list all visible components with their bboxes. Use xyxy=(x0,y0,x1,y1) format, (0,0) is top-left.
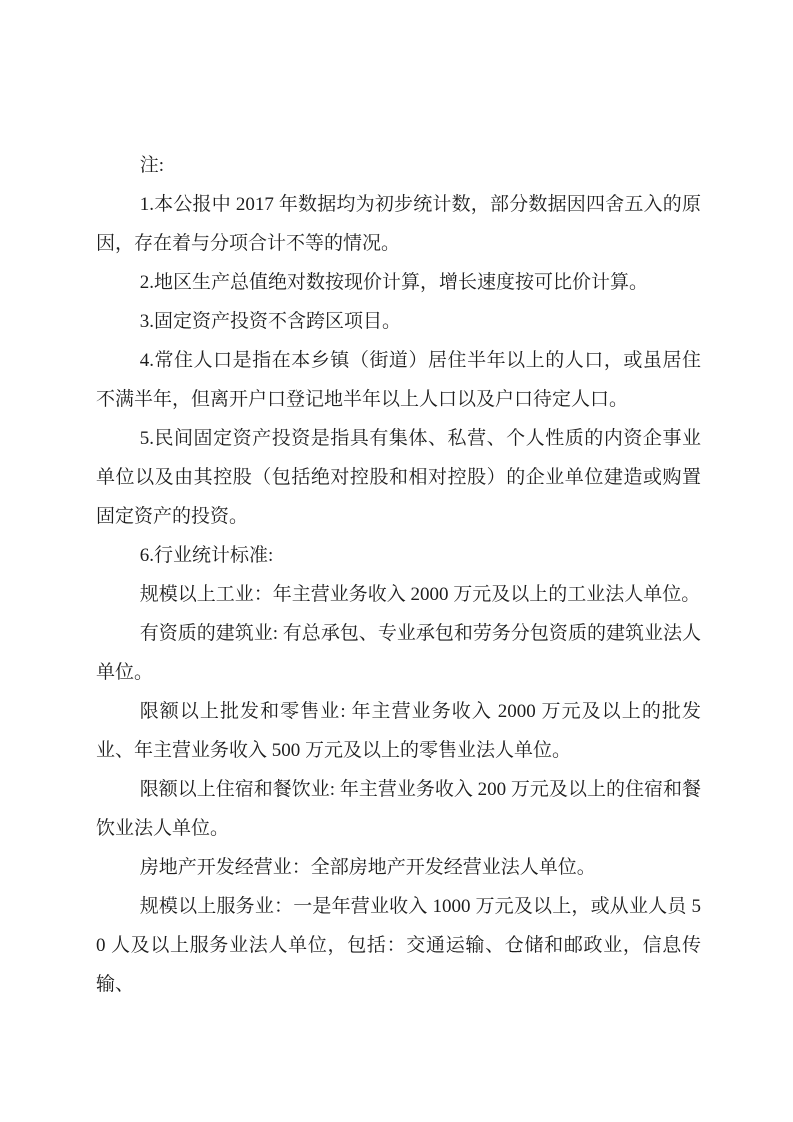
note-paragraph-12: 规模以上服务业：一是年营业收入 1000 万元及以上，或从业人员 50 人及以上服务业法人单位，包括：交通运输、仓储和邮政业，信息传输、 xyxy=(96,896,701,995)
note-paragraph-5: 5.民间固定资产投资是指具有集体、私营、个人性质的内资企事业单位以及由其控股（包括绝对控股和相对控股）的企业单位建造或购置固定资产的投资。 xyxy=(96,428,701,527)
note-paragraph-1: 1.本公报中 2017 年数据均为初步统计数，部分数据因四舍五入的原因，存在着与分项合计不等的情况。 xyxy=(96,194,701,254)
note-paragraph-3: 3.固定资产投资不含跨区项目。 xyxy=(139,311,401,332)
note-paragraph-11: 房地产开发经营业：全部房地产开发经营业法人单位。 xyxy=(139,857,596,878)
note-paragraph-9: 限额以上批发和零售业: 年主营业务收入 2000 万元及以上的批发业、年主营业务收入 500 万元及以上的零售业法人单位。 xyxy=(96,701,701,761)
note-paragraph-6: 6.行业统计标准: xyxy=(139,545,274,566)
note-paragraph-8: 有资质的建筑业: 有总承包、专业承包和劳务分包资质的建筑业法人单位。 xyxy=(96,623,701,683)
note-paragraph-4: 4.常住人口是指在本乡镇（街道）居住半年以上的人口，或虽居住不满半年，但离开户口登记地半年以上人口以及户口待定人口。 xyxy=(96,350,701,410)
note-paragraph-10: 限额以上住宿和餐饮业: 年主营业务收入 200 万元及以上的住宿和餐饮业法人单位。 xyxy=(96,779,701,839)
note-paragraph-2: 2.地区生产总值绝对数按现价计算，增长速度按可比价计算。 xyxy=(139,272,648,293)
note-paragraph-7: 规模以上工业：年主营业务收入 2000 万元及以上的工业法人单位。 xyxy=(139,584,701,605)
note-label: 注: xyxy=(139,155,164,176)
